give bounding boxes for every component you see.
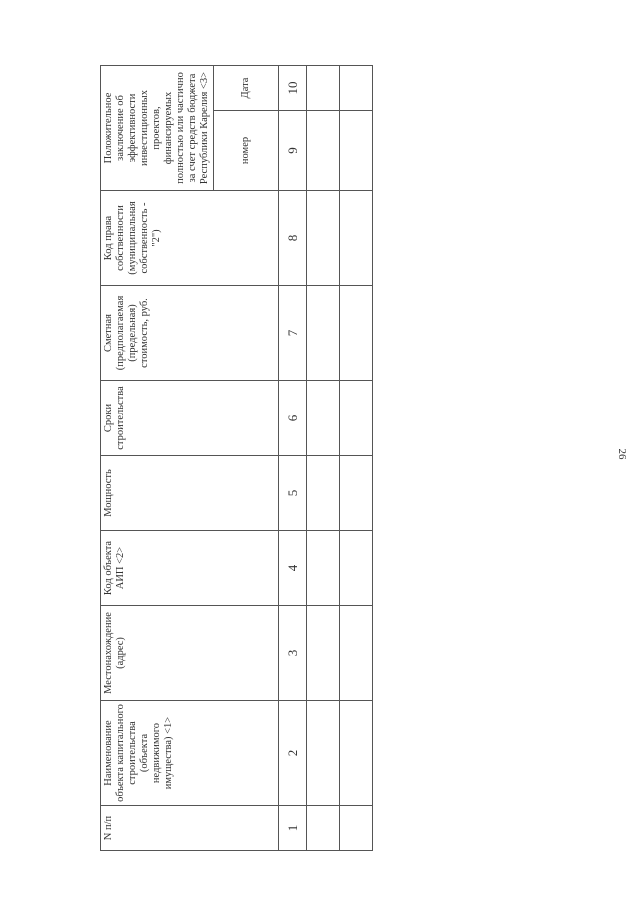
header-location: Местонахождение (адрес) bbox=[101, 606, 279, 701]
column-number-5: 5 bbox=[279, 456, 307, 531]
column-number-10: 10 bbox=[279, 66, 307, 111]
column-number-7: 7 bbox=[279, 286, 307, 381]
table-row bbox=[340, 66, 373, 851]
column-number-8: 8 bbox=[279, 191, 307, 286]
header-conclusion-date: Дата bbox=[214, 66, 279, 111]
header-aip-code: Код объекта АИП <2> bbox=[101, 531, 279, 606]
column-number-6: 6 bbox=[279, 381, 307, 456]
page-number: 26 bbox=[616, 448, 628, 460]
header-capacity: Мощность bbox=[101, 456, 279, 531]
header-number: N п/п bbox=[101, 806, 279, 851]
column-number-1: 1 bbox=[279, 806, 307, 851]
header-estimated-cost: Сметная (предполагаемая (предельная) стоимость, руб. bbox=[101, 286, 279, 381]
header-construction-terms: Сроки строительства bbox=[101, 381, 279, 456]
header-object-name: Наименование объекта капитального строительства (объекта недвижимого имущества) <1> bbox=[101, 701, 279, 806]
header-positive-conclusion: Положительное заключение об эффективности инвестиционных проектов, финансируемых полностью или частично за счет средств бюджета Республики Карелия <3> bbox=[101, 66, 214, 191]
capital-construction-table bbox=[100, 65, 373, 851]
header-ownership-code: Код права собственности (муниципальная собственность - "2") bbox=[101, 191, 279, 286]
column-number-4: 4 bbox=[279, 531, 307, 606]
column-number-2: 2 bbox=[279, 701, 307, 806]
table-row bbox=[307, 66, 340, 851]
header-conclusion-number: номер bbox=[214, 111, 279, 191]
rotated-table-container bbox=[100, 66, 320, 851]
column-number-3: 3 bbox=[279, 606, 307, 701]
column-number-9: 9 bbox=[279, 111, 307, 191]
